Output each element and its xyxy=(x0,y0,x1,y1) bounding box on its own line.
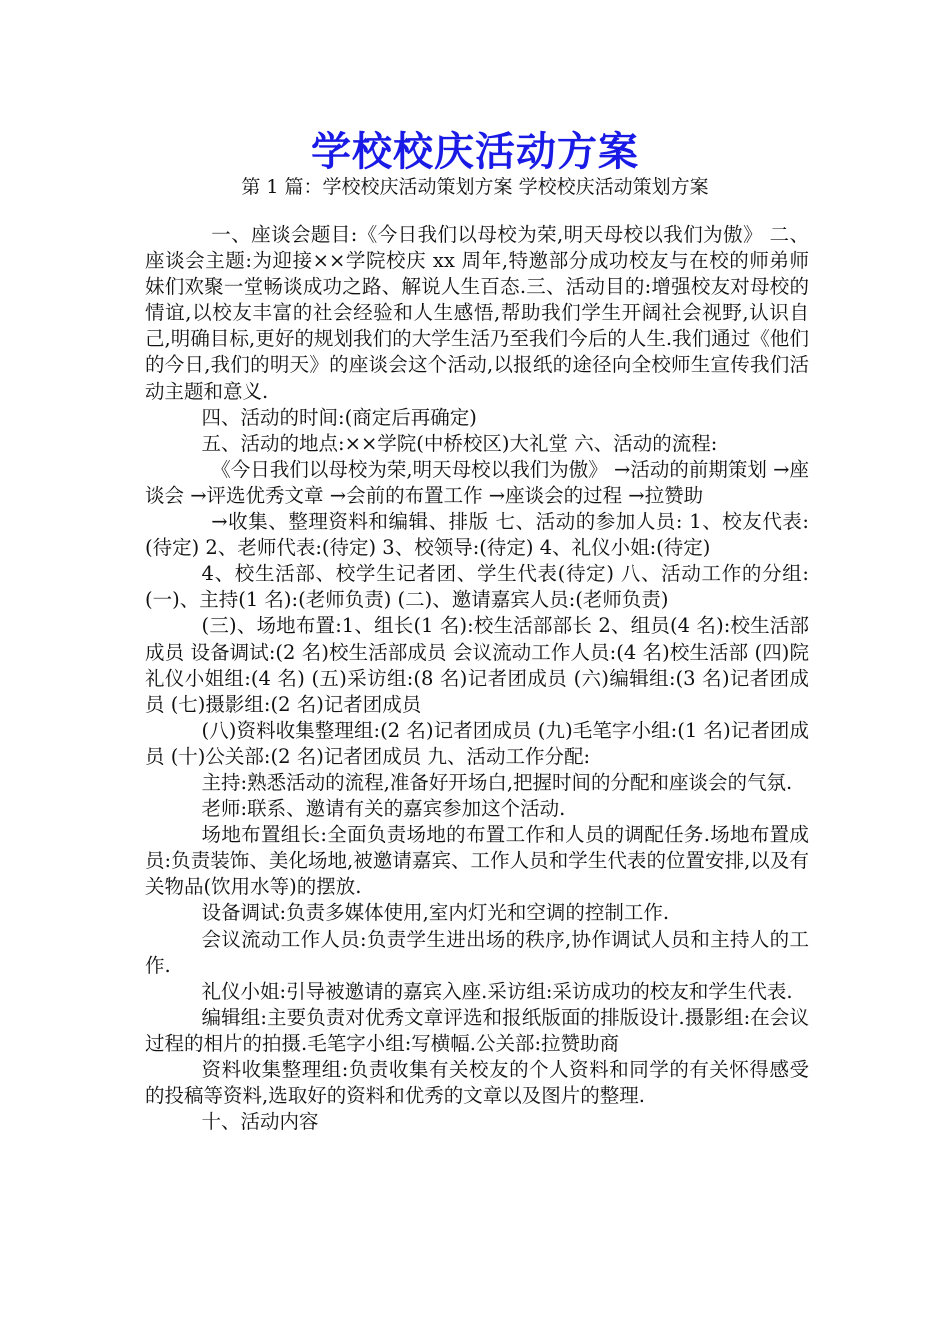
paragraph: 《今日我们以母校为荣,明天母校以我们为傲》 →活动的前期策划 →座谈会 →评选优秀文章 →会前的布置工作 →座谈会的过程 →拉赞助 xyxy=(145,457,809,507)
paragraph: 场地布置组长:全面负责场地的布置工作和人员的调配任务.场地布置成员:负责装饰、美化场地,被邀请嘉宾、工作人员和学生代表的位置安排,以及有关物品(饮用水等)的摆放. xyxy=(145,823,809,899)
paragraph: 老师:联系、邀请有关的嘉宾参加这个活动. xyxy=(201,797,566,821)
paragraph: 设备调试:负责多媒体使用,室内灯光和空调的控制工作. xyxy=(201,901,670,925)
document-title: 学校校庆活动方案 xyxy=(311,128,639,175)
paragraph: 编辑组:主要负责对优秀文章评选和报纸版面的排版设计.摄影组:在会议过程的相片的拍摄.毛笔字小组:写横幅.公关部:拉赞助商 xyxy=(145,1005,809,1055)
paragraph: (八)资料收集整理组:(2 名)记者团成员 (九)毛笔字小组:(1 名)记者团成员 (十)公关部:(2 名)记者团成员 九、活动工作分配: xyxy=(145,718,809,768)
paragraph: (三)、场地布置:1、组长(1 名):校生活部部长 2、组员(4 名):校生活部成员 设备调试:(2 名)校生活部成员 会议流动工作人员:(4 名)校生活部 (四)院礼仪小姐组:(4 名) (五)采访组:(8 名)记者团成员 (六)编辑组:(3 名)记者团成员 (七)摄影组:(2 名)记者团成员 xyxy=(145,614,809,716)
paragraph: 会议流动工作人员:负责学生进出场的秩序,协作调试人员和主持人的工作. xyxy=(145,927,809,977)
document-subtitle: 第 1 篇：学校校庆活动策划方案 学校校庆活动策划方案 xyxy=(241,176,709,198)
paragraph: 五、活动的地点:××学院(中桥校区)大礼堂 六、活动的流程: xyxy=(201,431,718,455)
paragraph: 四、活动的时间:(商定后再确定) xyxy=(201,405,477,429)
paragraph: 主持:熟悉活动的流程,准备好开场白,把握时间的分配和座谈会的气氛. xyxy=(201,770,793,794)
paragraph: 4、校生活部、校学生记者团、学生代表(待定) 八、活动工作的分组: (一)、主持(1 名):(老师负责) (二)、邀请嘉宾人员:(老师负责) xyxy=(145,562,809,612)
paragraph: 礼仪小姐:引导被邀请的嘉宾入座.采访组:采访成功的校友和学生代表. xyxy=(201,979,793,1003)
paragraph: 一、座谈会题目:《今日我们以母校为荣,明天母校以我们为傲》 二、座谈会主题:为迎接××学院校庆 xx 周年,特邀部分成功校友与在校的师弟师妹们欢聚一堂畅谈成功之路、解说人生百态.三、活动目的:增强校友对母校的情谊,以校友丰富的社会经验和人生感悟,帮助我们学生开阔社会视野,认识自己,明确目标,更好的规划我们的大学生活乃至我们今后的人生.我们通过《他们的今日,我们的明天》的座谈会这个活动,以报纸的途径向全校师生宣传我们活动主题和意义. xyxy=(145,223,809,403)
paragraph: 资料收集整理组:负责收集有关校友的个人资料和同学的有关怀得感受的投稿等资料,选取好的资料和优秀的文章以及图片的整理. xyxy=(145,1058,809,1108)
document-body xyxy=(145,222,809,1135)
paragraph: 十、活动内容 xyxy=(201,1110,319,1134)
paragraph: →收集、整理资料和编辑、排版 七、活动的参加人员: 1、校友代表:(待定) 2、老师代表:(待定) 3、校领导:(待定) 4、礼仪小姐:(待定) xyxy=(145,510,809,560)
